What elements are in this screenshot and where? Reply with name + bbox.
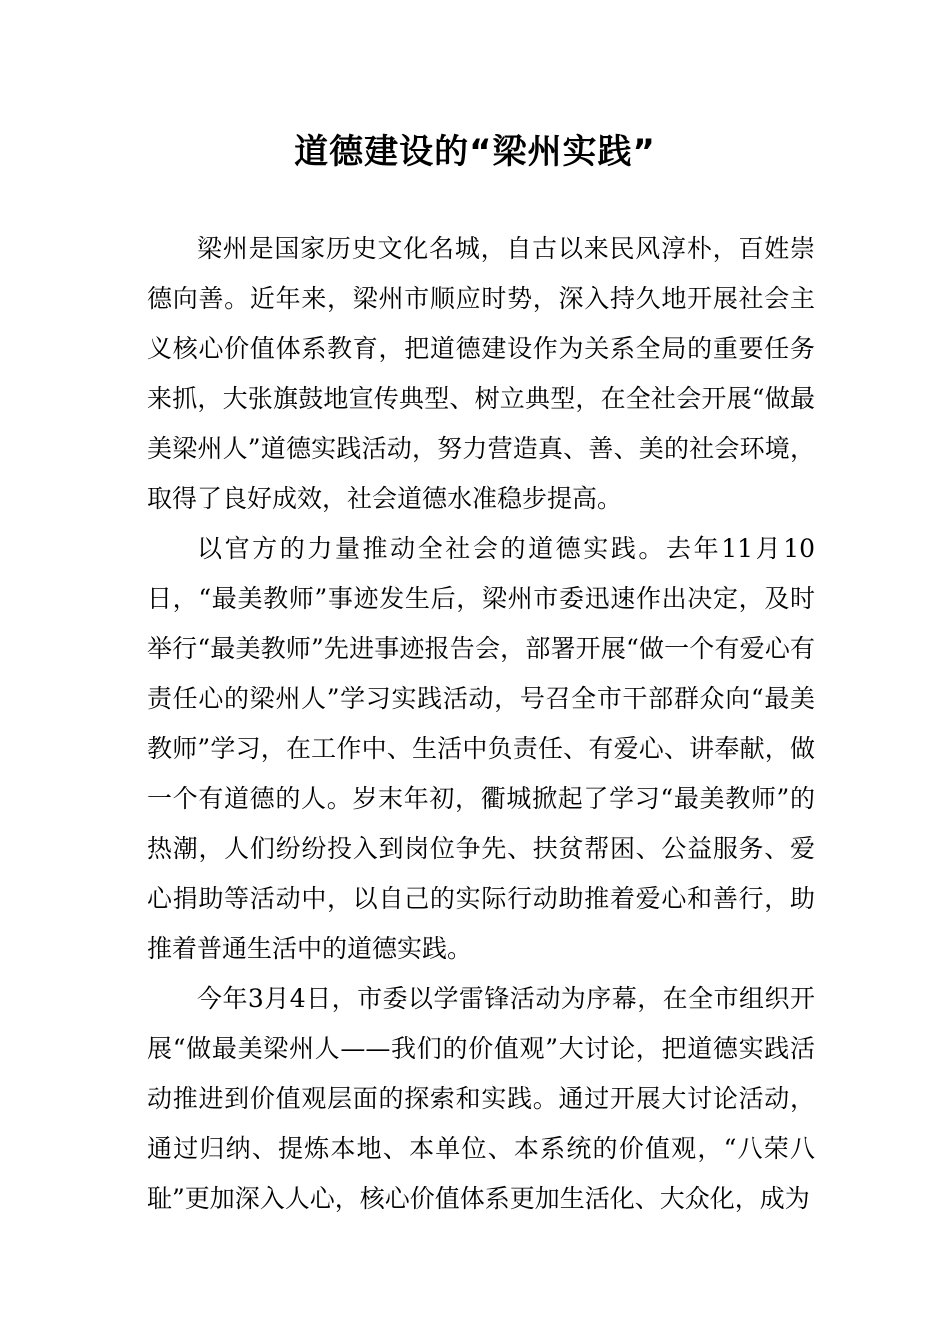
paragraph: 今年3月4日，市委以学雷锋活动为序幕，在全市组织开展“做最美梁州人——我们的价值观”大讨论，把道德实践活动推进到价值观层面的探索和实践。通过开展大讨论活动，通过归纳、提炼本地、本单位、本系统的价值观，“八荣八耻”更加深入人心，核心价值体系更加生活化、大众化，成为 bbox=[147, 984, 815, 1213]
paragraph: 以官方的力量推动全社会的道德实践。去年11月10日，“最美教师”事迹发生后，梁州市委迅速作出决定，及时举行“最美教师”先进事迹报告会，部署开展“做一个有爱心有责任心的梁州人”学习实践活动，号召全市干部群众向“最美教师”学习，在工作中、生活中负责任、有爱心、讲奉献，做一个有道德的人。岁末年初，衢城掀起了学习“最美教师”的热潮，人们纷纷投入到岗位争先、扶贫帮困、公益服务、爱心捐助等活动中，以自己的实际行动助推着爱心和善行，助推着普通生活中的道德实践。 bbox=[147, 534, 815, 963]
paragraph: 梁州是国家历史文化名城，自古以来民风淳朴，百姓崇德向善。近年来，梁州市顺应时势，深入持久地开展社会主义核心价值体系教育，把道德建设作为关系全局的重要任务来抓，大张旗鼓地宣传典型、树立典型，在全社会开展“做最美梁州人”道德实践活动，努力营造真、善、美的社会环境，取得了良好成效，社会道德水准稳步提高。 bbox=[147, 234, 815, 513]
document-title: 道德建设的“梁州实践” bbox=[294, 132, 656, 172]
document-body bbox=[147, 224, 815, 1224]
